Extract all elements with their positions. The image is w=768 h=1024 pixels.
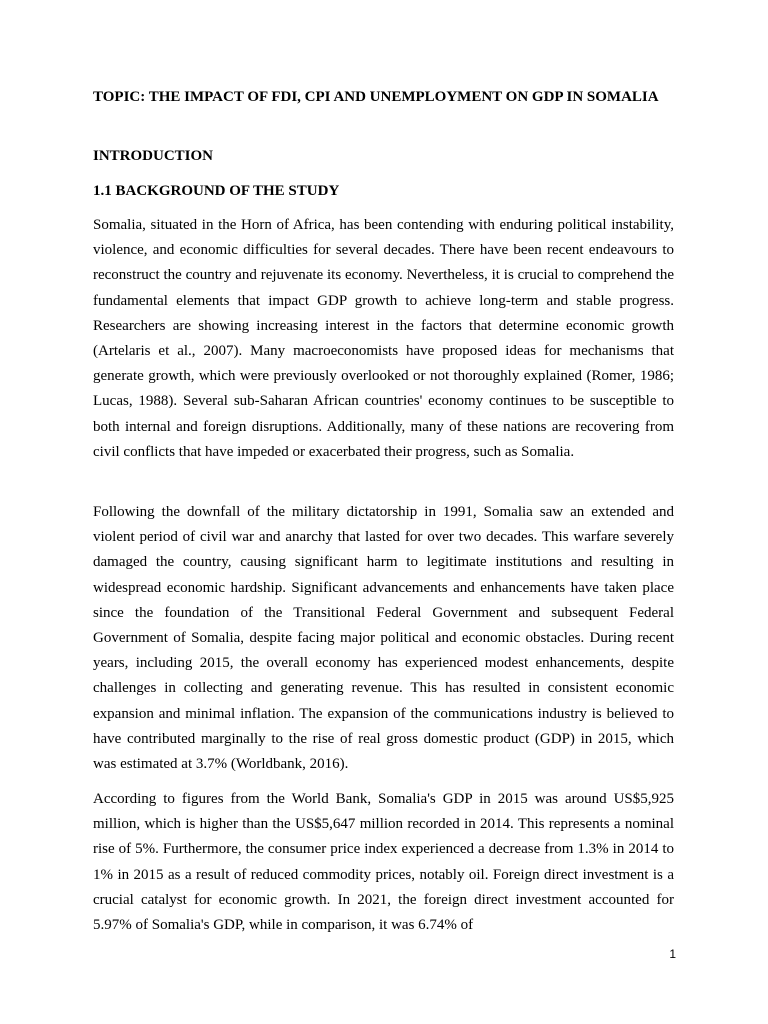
section-heading: 1.1 BACKGROUND OF THE STUDY xyxy=(93,183,340,199)
introduction-heading: INTRODUCTION xyxy=(93,148,214,164)
page-number: 1 xyxy=(669,947,676,961)
document-title: TOPIC: THE IMPACT OF FDI, CPI AND UNEMPLOYMENT ON GDP IN SOMALIA xyxy=(93,89,659,105)
paragraph: Somalia, situated in the Horn of Africa, has been contending with enduring political instability, violence, and economic difficulties for several decades. There have been recent endeavours to reconstruct the country and rejuvenate its economy. Nevertheless, it is crucial to comprehend the fundamental elements that impact GDP growth to achieve long-term and stable progress. Researchers are showing increasing interest in the factors that determine economic growth (Artelaris et al., 2007). Many macroeconomists have proposed ideas for mechanisms that generate growth, which were previously overlooked or not thoroughly explained (Romer, 1986; Lucas, 1988). Several sub-Saharan African countries' economy continues to be susceptible to both internal and foreign disruptions. Additionally, many of these nations are recovering from civil conflicts that have impeded or exacerbated their progress, such as Somalia. xyxy=(93,217,674,460)
paragraph: Following the downfall of the military dictatorship in 1991, Somalia saw an extended and violent period of civil war and anarchy that lasted for over two decades. This warfare severely damaged the country, causing significant harm to legitimate institutions and resulting in widespread economic hardship. Significant advancements and enhancements have taken place since the foundation of the Transitional Federal Government and subsequent Federal Government of Somalia, despite facing major political and economic obstacles. During recent years, including 2015, the overall economy has experienced modest enhancements, despite challenges in collecting and generating revenue. This has resulted in consistent economic expansion and minimal inflation. The expansion of the communications industry is believed to have contributed marginally to the rise of real gross domestic product (GDP) in 2015, which was estimated at 3.7% (Worldbank, 2016). xyxy=(93,504,674,773)
paragraph: According to figures from the World Bank, Somalia's GDP in 2015 was around US$5,925 million, which is higher than the US$5,647 million recorded in 2014. This represents a nominal rise of 5%. Furthermore, the consumer price index experienced a decrease from 1.3% in 2014 to 1% in 2015 as a result of reduced commodity prices, notably oil. Foreign direct investment is a crucial catalyst for economic growth. In 2021, the foreign direct investment accounted for 5.97% of Somalia's GDP, while in comparison, it was 6.74% of xyxy=(93,791,674,934)
